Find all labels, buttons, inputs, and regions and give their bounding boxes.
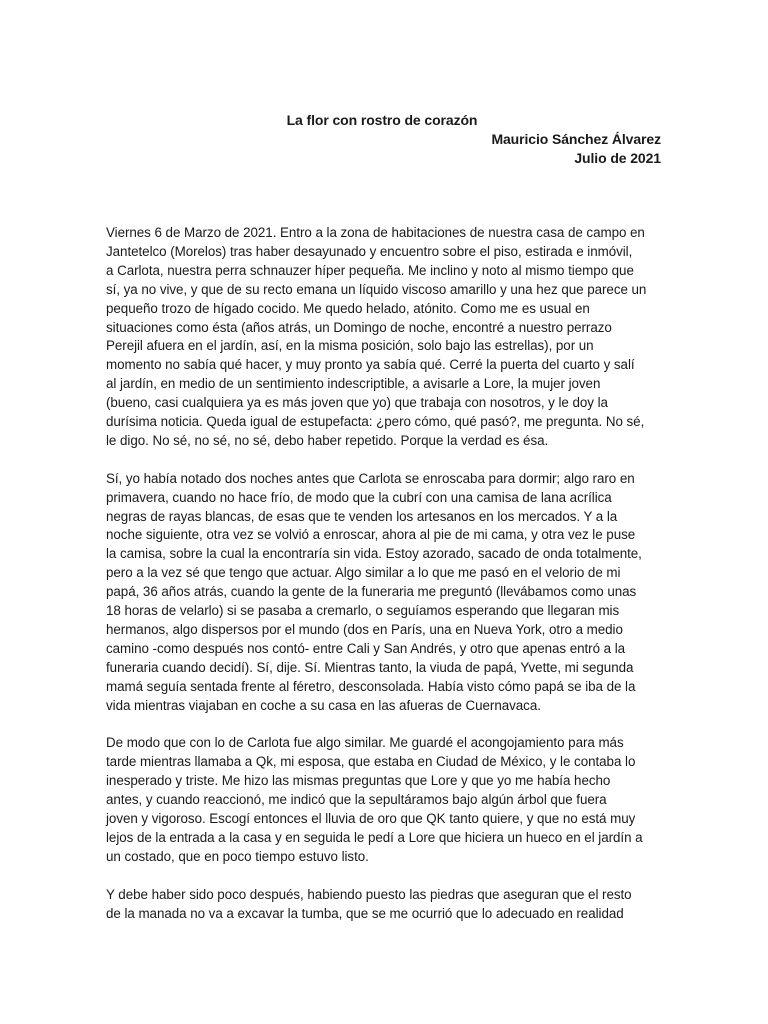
document-body — [106, 224, 664, 942]
body-paragraph — [106, 224, 664, 451]
document-date: Julio de 2021 — [574, 150, 661, 166]
paragraph-line: noche siguiente, otra vez se volvió a enroscar, ahora al pie de mi cama, y otra vez le puse — [106, 527, 636, 543]
paragraph-line: papá, 36 años atrás, cuando la gente de la funeraria me preguntó (llevábamos como unas — [106, 584, 637, 600]
body-paragraph — [106, 886, 664, 924]
paragraph-line: de la manada no va a excavar la tumba, que se me ocurrió que lo adecuado en realidad — [106, 905, 624, 921]
paragraph-line: la camisa, sobre la cual la encontraría sin vida. Estoy azorado, sacado de onda totalmente, — [106, 546, 642, 562]
paragraph-line: De modo que con lo de Carlota fue algo similar. Me guardé el acongojamiento para más — [106, 735, 624, 751]
paragraph-line: camino -como después nos contó- entre Cali y San Andrés, y otro que apenas entró a la — [106, 640, 626, 656]
paragraph-line: momento no sabía qué hacer, y muy pronto ya sabía qué. Cerré la puerta del cuarto y salí — [106, 357, 635, 373]
paragraph-line: situaciones como ésta (años atrás, un Domingo de noche, encontré a nuestro perrazo — [106, 319, 612, 335]
paragraph-line: pero a la vez sé que tengo que actuar. Algo similar a lo que me pasó en el velorio de mi — [106, 565, 621, 581]
paragraph-line: hermanos, algo dispersos por el mundo (dos en París, una en Nueva York, otro a medio — [106, 622, 623, 638]
paragraph-line: Y debe haber sido poco después, habiendo puesto las piedras que aseguran que el resto — [106, 886, 632, 902]
paragraph-line: mamá seguía sentada frente al féretro, desconsolada. Había visto cómo papá se iba de la — [106, 678, 636, 694]
paragraph-line: funeraria cuando decidí). Sí, dije. Sí. Mientras tanto, la viuda de papá, Yvette, mi segunda — [106, 659, 634, 675]
paragraph-line: a Carlota, nuestra perra schnauzer híper pequeña. Me inclino y noto al mismo tiempo que — [106, 262, 634, 278]
paragraph-line: Viernes 6 de Marzo de 2021. Entro a la zona de habitaciones de nuestra casa de campo en — [106, 225, 645, 240]
paragraph-line: al jardín, en medio de un sentimiento indescriptible, a avisarle a Lore, la mujer joven — [106, 376, 601, 392]
paragraph-line: un costado, que en poco tiempo estuvo listo. — [106, 848, 369, 864]
paragraph-line: tarde mientras llamaba a Qk, mi esposa, que estaba en Ciudad de México, y le contaba lo — [106, 754, 636, 770]
paragraph-line: pequeño trozo de hígado cocido. Me quedo helado, atónito. Como me es usual en — [106, 300, 590, 316]
document-author: Mauricio Sánchez Álvarez — [491, 131, 661, 147]
document-title: La flor con rostro de corazón — [286, 112, 478, 128]
paragraph-line: le digo. No sé, no sé, no sé, debo haber repetido. Porque la verdad es ésa. — [106, 432, 549, 448]
paragraph-line: primavera, cuando no hace frío, de modo que la cubrí con una camisa de lana acrílica — [106, 489, 612, 505]
paragraph-line: lejos de la entrada a la casa y en seguida le pedí a Lore que hiciera un hueco en el jardín a — [106, 829, 643, 845]
paragraph-line: (bueno, casi cualquiera ya es más joven que yo) que trabaja con nosotros, y le doy la — [106, 395, 608, 411]
paragraph-line: negras de rayas blancas, de esas que te venden los artesanos en los mercados. Y a la — [106, 508, 618, 524]
paragraph-line: durísima noticia. Queda igual de estupefacta: ¿pero cómo, qué pasó?, me pregunta. No sé, — [106, 414, 645, 430]
paragraph-line: Jantetelco (Morelos) tras haber desayunado y encuentro sobre el piso, estirada e inmóvil, — [106, 243, 633, 259]
body-paragraph — [106, 470, 664, 716]
paragraph-line: Sí, yo había notado dos noches antes que Carlota se enroscaba para dormir; algo raro en — [106, 470, 635, 486]
paragraph-line: antes, y cuando reaccionó, me indicó que la sepultáramos bajo algún árbol que fuera — [106, 792, 607, 808]
body-paragraph — [106, 734, 664, 866]
paragraph-line: sí, ya no vive, y que de su recto emana un líquido viscoso amarillo y una hez que parece un — [106, 281, 647, 297]
paragraph-line: joven y vigoroso. Escogí entonces el lluvia de oro que QK tanto quiere, y que no está muy — [106, 811, 636, 827]
paragraph-line: vida mientras viajaban en coche a su casa en las afueras de Cuernavaca. — [106, 697, 541, 713]
paragraph-line: Perejil afuera en el jardín, así, en la misma posición, solo bajo las estrellas), por un — [106, 338, 594, 354]
paragraph-line: inesperado y triste. Me hizo las mismas preguntas que Lore y que yo me había hecho — [106, 773, 611, 789]
paragraph-line: 18 horas de velarlo) si se pasaba a cremarlo, o seguíamos esperando que llegaran mis — [106, 603, 620, 619]
